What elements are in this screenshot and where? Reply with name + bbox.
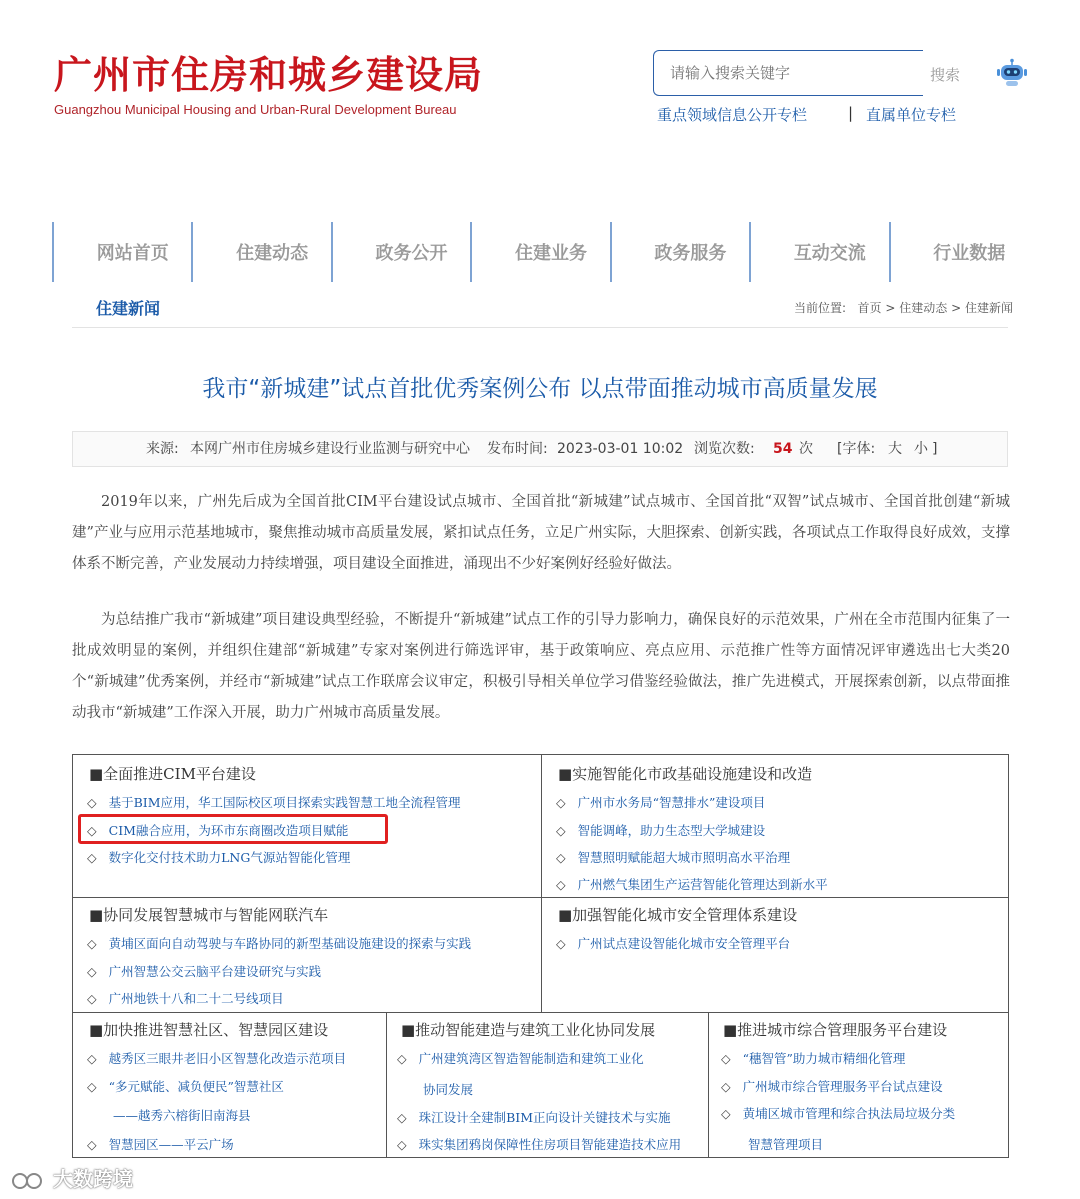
case-link[interactable]: ◇ 智能调峰，助力生态型大学城建设 — [556, 823, 766, 838]
case-link[interactable]: ◇ 基于BIM应用，华工国际校区项目探索实践智慧工地全流程管理 — [87, 795, 461, 810]
case-link-continuation[interactable]: 协同发展 — [423, 1082, 474, 1097]
nav-interaction[interactable]: 互动交流 — [749, 222, 888, 282]
font-large-button[interactable]: 大 — [888, 441, 902, 457]
robot-icon[interactable] — [996, 58, 1028, 88]
views-count: 54 — [773, 441, 793, 457]
divider — [72, 327, 1008, 328]
case-link[interactable]: ◇ 广州智慧公交云脑平台建设研究与实践 — [87, 964, 322, 979]
case-category-cim: ■全面推进CIM平台建设 — [89, 765, 256, 783]
nav-business[interactable]: 住建业务 — [470, 222, 609, 282]
case-link[interactable]: ◇ 珠实集团鸦岗保障性住房项目智能建造技术应用 — [397, 1137, 682, 1152]
article-meta — [72, 431, 1008, 467]
breadcrumb-news[interactable]: 住建动态 — [899, 301, 948, 315]
quick-link-affiliates[interactable]: 直属单位专栏 — [866, 106, 957, 124]
case-link[interactable]: ◇ 珠江设计全建制BIM正向设计关键技术与实施 — [397, 1110, 671, 1125]
case-link-continuation[interactable]: ——越秀六榕街旧南海县 — [113, 1108, 251, 1123]
case-link[interactable]: ◇ “穗智管”助力城市精细化管理 — [721, 1051, 906, 1066]
breadcrumb — [794, 299, 1013, 316]
case-link[interactable]: ◇ “多元赋能、减负便民”智慧社区 — [87, 1079, 284, 1094]
grid-divider — [541, 755, 542, 898]
article-paragraph-2: 为总结推广我市“新城建”项目建设典型经验，不断提升“新城建”试点工作的引导力影响力，确保良好的示范效果，广州在全市范围内征集了一批成效明显的案例，并组织住建部“新城建”专家对案例进行筛选评审，基于政策响应、亮点应用、示范推广性等方面情况评审遴选出七大类20个“新城建”优秀案例，并经市“新城建”试点工作联席会议审定，积极引导相关单位学习借鉴经验做法，推广先进模式，开展探索创新，以点带面推动我市“新城建”工作深入开展，助力广州城市高质量发展。 — [72, 612, 1010, 721]
breadcrumb-sep: > — [885, 301, 896, 315]
case-link[interactable]: ◇ 广州城市综合管理服务平台试点建设 — [721, 1079, 943, 1094]
case-link[interactable]: ◇ 智慧照明赋能超大城市照明高水平治理 — [556, 850, 791, 865]
search-input[interactable] — [668, 63, 912, 83]
case-link[interactable]: ◇ 黄埔区面向自动驾驶与车路协同的新型基础设施建设的探索与实践 — [87, 936, 472, 951]
font-size-close: ] — [932, 441, 938, 457]
date-label: 发布时间: — [487, 441, 548, 457]
case-link[interactable]: ◇ 广州市水务局“智慧排水”建设项目 — [556, 795, 766, 810]
views-unit: 次 — [799, 441, 813, 457]
case-link[interactable]: ◇ 广州建筑湾区智造智能制造和建筑工业化 — [397, 1051, 644, 1066]
breadcrumb-label: 当前位置: — [794, 301, 847, 315]
case-category-infrastructure: ■实施智能化市政基础设施建设和改造 — [558, 765, 813, 783]
nav-gov-service[interactable]: 政务服务 — [610, 222, 749, 282]
breadcrumb-home[interactable]: 首页 — [857, 301, 882, 315]
highlight-box — [78, 814, 388, 844]
case-link-continuation[interactable]: 智慧管理项目 — [748, 1137, 824, 1152]
case-link[interactable]: ◇ 智慧园区——平云广场 — [87, 1137, 234, 1152]
search-button[interactable]: 搜索 — [930, 66, 961, 84]
main-nav — [52, 222, 1028, 282]
article-paragraph-1: 2019年以来，广州先后成为全国首批CIM平台建设试点城市、全国首批“新城建”试点城市、全国首批“双智”试点城市、全国首批创建“新城建”产业与应用示范基地城市，聚焦推动城市高质量发展，紧扣试点任务，立足广州实际，大胆探索、创新实践，各项试点工作取得良好成效，支撑体系不断完善，产业发展动力持续增强，项目建设全面推进，涌现出不少好案例好经验好做法。 — [72, 494, 1010, 572]
nav-home[interactable]: 网站首页 — [52, 222, 191, 282]
nav-industry-data[interactable]: 行业数据 — [889, 222, 1028, 282]
source-label: 来源: — [146, 441, 179, 457]
search-box — [653, 50, 923, 96]
breadcrumb-current[interactable]: 住建新闻 — [964, 301, 1013, 315]
grid-divider — [541, 897, 542, 1013]
font-size-label: [字体: — [837, 441, 876, 457]
case-category-urban-management: ■推进城市综合管理服务平台建设 — [723, 1021, 948, 1039]
watermark-text: 大数跨境 — [52, 1167, 133, 1191]
case-category-communities: ■加快推进智慧社区、智慧园区建设 — [89, 1021, 329, 1039]
case-link[interactable]: ◇ 广州燃气集团生产运营智能化管理达到新水平 — [556, 877, 828, 892]
views-label: 浏览次数: — [694, 441, 755, 457]
section-title: 住建新闻 — [96, 299, 161, 318]
case-link[interactable]: ◇ 数字化交付技术助力LNG气源站智能化管理 — [87, 850, 351, 865]
grid-divider — [708, 1012, 709, 1158]
source-value: 本网广州市住房城乡建设行业监测与研究中心 — [190, 441, 470, 457]
site-logo-subtitle: Guangzhou Municipal Housing and Urban-Rural Development Bureau — [54, 102, 457, 117]
grid-divider — [386, 1012, 387, 1158]
quick-link-key-areas[interactable]: 重点领域信息公开专栏 — [657, 106, 808, 124]
case-link[interactable]: ◇ 黄埔区城市管理和综合执法局垃圾分类 — [721, 1106, 956, 1121]
nav-gov-open[interactable]: 政务公开 — [331, 222, 470, 282]
quick-link-separator: | — [848, 104, 854, 122]
case-link[interactable]: ◇ CIM融合应用，为环市东商圈改造项目赋能 — [87, 823, 349, 838]
case-link[interactable]: ◇ 越秀区三眼井老旧小区智慧化改造示范项目 — [87, 1051, 347, 1066]
case-link[interactable]: ◇ 广州试点建设智能化城市安全管理平台 — [556, 936, 791, 951]
date-value: 2023-03-01 10:02 — [557, 441, 684, 457]
article-title: 我市“新城建”试点首批优秀案例公布 以点带面推动城市高质量发展 — [202, 376, 878, 402]
breadcrumb-sep: > — [951, 301, 962, 315]
watermark — [10, 1163, 133, 1192]
case-category-safety: ■加强智能化城市安全管理体系建设 — [558, 906, 798, 924]
case-category-intelligent-construction: ■推动智能建造与建筑工业化协同发展 — [401, 1021, 656, 1039]
grid-divider — [73, 1012, 1008, 1013]
case-category-smart-vehicles: ■协同发展智慧城市与智能网联汽车 — [89, 906, 329, 924]
site-logo-title[interactable]: 广州市住房和城乡建设局 — [54, 53, 484, 97]
nav-news[interactable]: 住建动态 — [191, 222, 330, 282]
font-small-button[interactable]: 小 — [914, 441, 928, 457]
case-link[interactable]: ◇ 广州地铁十八和二十二号线项目 — [87, 991, 284, 1006]
